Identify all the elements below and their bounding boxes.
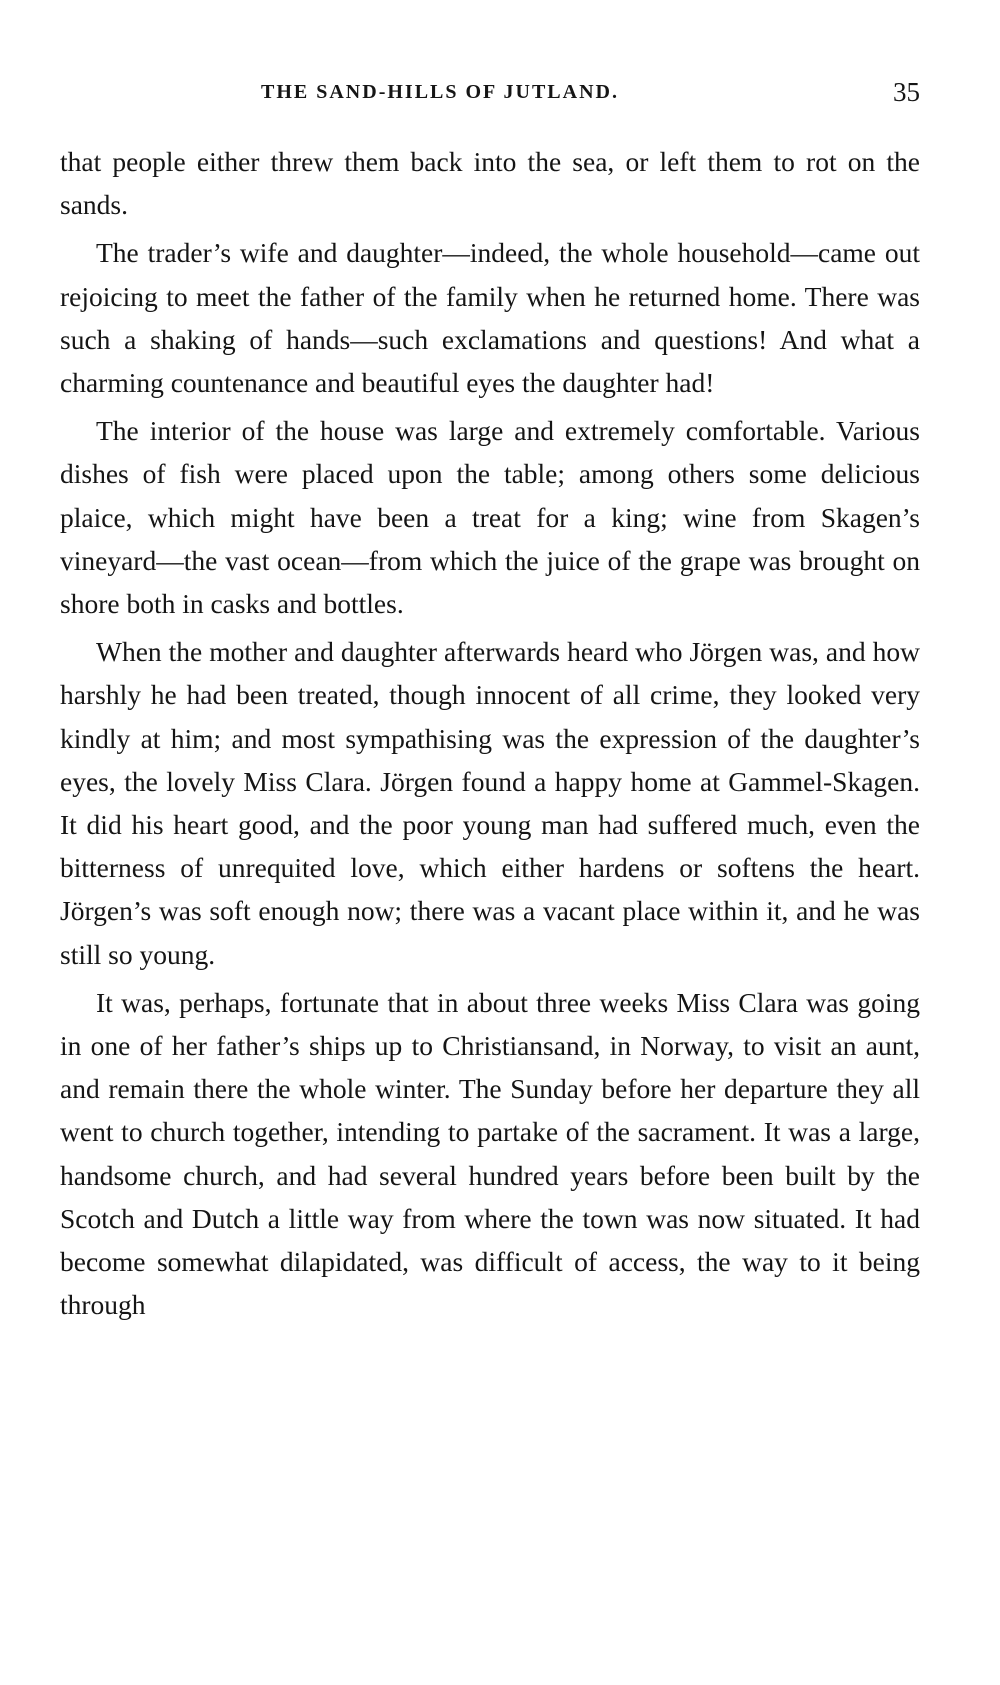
body-text bbox=[60, 140, 920, 1331]
running-head bbox=[60, 76, 920, 108]
paragraph-clara-departure: It was, perhaps, fortunate that in about three weeks Miss Clara was going in one of her father’s ships up to Christiansand, in Norway, to visit an aunt, and remain there the whole winter. The Sunday before her departure they all went to church together, intending to partake of the sacrament. It was a large, handsome church, and had several hundred years before been built by the Scotch and Dutch a little way from where the town was now situated. It had become somewhat dilapidated, was difficult of access, the way to it being through bbox=[60, 986, 920, 1321]
paragraph-house-interior: The interior of the house was large and extremely comfortable. Various dishes of fish were placed upon the table; among others some delicious plaice, which might have been a treat for a king; wine from Skagen’s vineyard—the vast ocean—from which the juice of the grape was brought on shore both in casks and bottles. bbox=[60, 415, 920, 620]
paragraph-continued: that people either threw them back into the sea, or left them to rot on the sands. bbox=[60, 146, 920, 221]
running-title: THE SAND-HILLS OF JUTLAND. bbox=[261, 81, 619, 103]
paragraph-homecoming: The trader’s wife and daughter—indeed, the whole household—came out rejoicing to meet the father of the family when he returned home. There was such a shaking of hands—such exclamations and questions! And what a charming countenance and beautiful eyes the daughter had! bbox=[60, 237, 920, 399]
paragraph-jorgen-story: When the mother and daughter afterwards heard who Jörgen was, and how harshly he had been treated, though innocent of all crime, they looked very kindly at him; and most sympathising was the expression of the daughter’s eyes, the lovely Miss Clara. Jörgen found a happy home at Gammel-Skagen. It did his heart good, and the poor young man had suffered much, even the bitterness of unrequited love, which either hardens or softens the heart. Jörgen’s was soft enough now; there was a vacant place within it, and he was still so young. bbox=[60, 636, 920, 970]
page-number: 35 bbox=[893, 77, 920, 107]
